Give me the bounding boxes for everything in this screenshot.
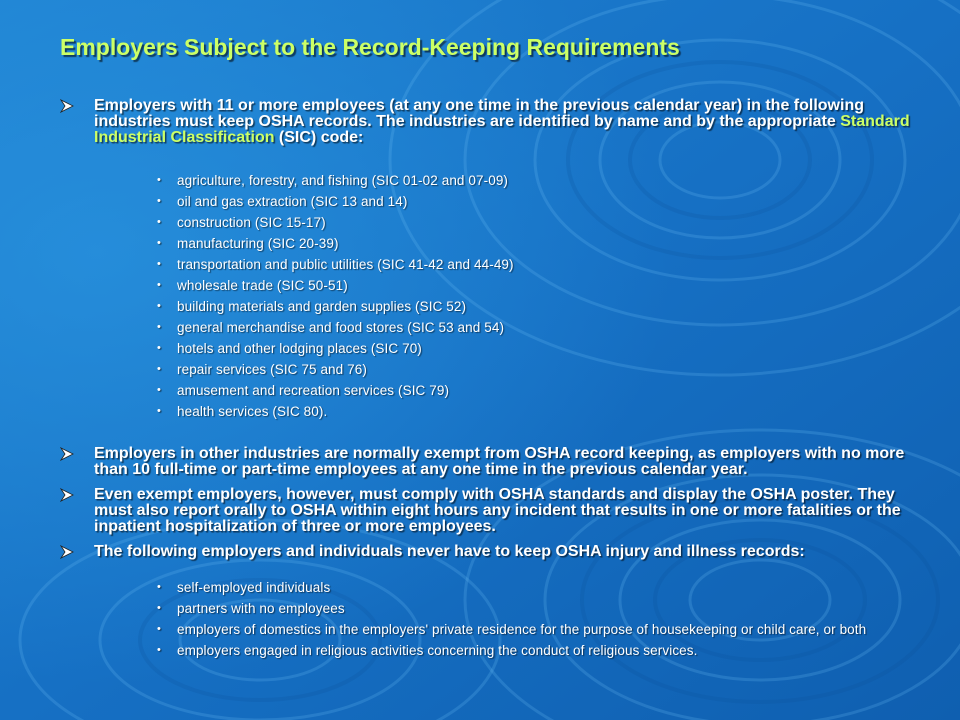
never-list bbox=[155, 580, 915, 658]
dot-bullet-icon: • bbox=[157, 405, 161, 417]
dot-bullet-icon: • bbox=[157, 384, 161, 396]
dot-bullet-icon: • bbox=[157, 216, 161, 228]
list-item: • manufacturing (SIC 20-39) bbox=[157, 236, 339, 251]
list-item: • building materials and garden supplies (SIC 52) bbox=[157, 299, 467, 314]
arrow-bullet-icon bbox=[60, 99, 74, 113]
list-item: • employers engaged in religious activities concerning the conduct of religious services. bbox=[157, 643, 698, 658]
dot-bullet-icon: • bbox=[157, 644, 161, 656]
list-item: • construction (SIC 15-17) bbox=[157, 215, 326, 230]
dot-bullet-icon: • bbox=[157, 321, 161, 333]
list-item: • amusement and recreation services (SIC 79) bbox=[157, 383, 450, 398]
paragraph-text: Even exempt employers, however, must comply with OSHA standards and display the OSHA poster. They must also report orally to OSHA within eight hours any incident that results in one or more fatalities or the inpatient hospitalization of three or more employees. bbox=[94, 486, 901, 535]
paragraph-text: Employers with 11 or more employees (at any one time in the previous calendar year) in the following industries must keep OSHA records. The industries are identified by name and by the appropriate bbox=[94, 97, 864, 130]
list-item: • hotels and other lodging places (SIC 70) bbox=[157, 341, 422, 356]
arrow-bullet-icon bbox=[60, 447, 74, 461]
paragraph-text: Employers in other industries are normally exempt from OSHA record keeping, as employers with no more than 10 full-time or part-time employees at any one time in the previous calendar year. bbox=[94, 445, 905, 478]
highlight-text: Standard Industrial Classification bbox=[94, 113, 910, 146]
dot-bullet-icon: • bbox=[157, 258, 161, 270]
list-item: • transportation and public utilities (SIC 41-42 and 44-49) bbox=[157, 257, 514, 272]
paragraph-text-end: (SIC) code: bbox=[274, 129, 364, 146]
list-item: • oil and gas extraction (SIC 13 and 14) bbox=[157, 194, 408, 209]
list-item: • health services (SIC 80). bbox=[157, 404, 328, 419]
dot-bullet-icon: • bbox=[157, 363, 161, 375]
paragraph-never-keep bbox=[60, 544, 920, 560]
slide-title: Employers Subject to the Record-Keeping Requirements bbox=[60, 34, 680, 60]
dot-bullet-icon: • bbox=[157, 300, 161, 312]
list-item: • wholesale trade (SIC 50-51) bbox=[157, 278, 348, 293]
list-item: • repair services (SIC 75 and 76) bbox=[157, 362, 367, 377]
list-item: • employers of domestics in the employers' private residence for the purpose of housekeeping or child care, or both bbox=[157, 622, 867, 637]
dot-bullet-icon: • bbox=[157, 174, 161, 186]
list-item: • general merchandise and food stores (SIC 53 and 54) bbox=[157, 320, 505, 335]
industry-list bbox=[155, 173, 915, 419]
paragraph-exempt bbox=[60, 446, 920, 478]
list-item: • agriculture, forestry, and fishing (SIC 01-02 and 07-09) bbox=[157, 173, 509, 188]
paragraph-text: The following employers and individuals never have to keep OSHA injury and illness records: bbox=[94, 543, 805, 560]
list-item: • self-employed individuals bbox=[157, 580, 331, 595]
dot-bullet-icon: • bbox=[157, 602, 161, 614]
paragraph-industries-intro bbox=[60, 98, 920, 146]
dot-bullet-icon: • bbox=[157, 581, 161, 593]
paragraph-exempt-comply bbox=[60, 487, 920, 535]
arrow-bullet-icon bbox=[60, 545, 74, 559]
dot-bullet-icon: • bbox=[157, 279, 161, 291]
dot-bullet-icon: • bbox=[157, 195, 161, 207]
list-item: • partners with no employees bbox=[157, 601, 345, 616]
dot-bullet-icon: • bbox=[157, 237, 161, 249]
dot-bullet-icon: • bbox=[157, 342, 161, 354]
arrow-bullet-icon bbox=[60, 488, 74, 502]
dot-bullet-icon: • bbox=[157, 623, 161, 635]
